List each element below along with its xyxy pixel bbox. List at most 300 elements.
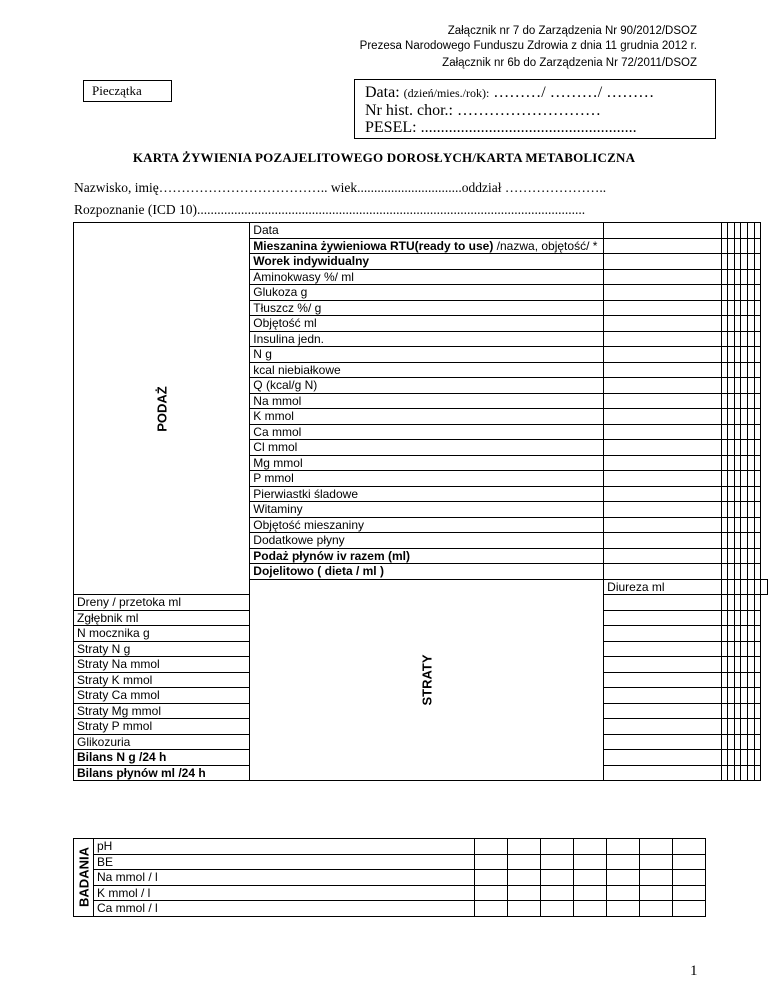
entry-cell[interactable] — [741, 548, 748, 564]
entry-cell[interactable] — [734, 238, 741, 254]
entry-cell[interactable] — [754, 703, 761, 719]
entry-cell[interactable] — [741, 238, 748, 254]
entry-cell[interactable] — [741, 362, 748, 378]
entry-cell[interactable] — [748, 610, 755, 626]
entry-cell[interactable] — [741, 393, 748, 409]
entry-cell[interactable] — [541, 901, 574, 917]
entry-cell[interactable] — [721, 734, 728, 750]
entry-cell[interactable] — [754, 657, 761, 673]
entry-cell[interactable] — [754, 393, 761, 409]
entry-cell[interactable] — [721, 378, 728, 394]
entry-cell[interactable] — [721, 703, 728, 719]
entry-cell[interactable] — [734, 455, 741, 471]
entry-cell[interactable] — [508, 854, 541, 870]
entry-cell[interactable] — [721, 316, 728, 332]
entry-cell[interactable] — [748, 455, 755, 471]
entry-cell[interactable] — [721, 269, 728, 285]
entry-cell[interactable] — [728, 564, 735, 580]
entry-cell[interactable] — [734, 734, 741, 750]
entry-cell[interactable] — [475, 854, 508, 870]
entry-cell[interactable] — [604, 347, 721, 363]
entry-cell[interactable] — [748, 626, 755, 642]
entry-cell[interactable] — [728, 610, 735, 626]
entry-cell[interactable] — [748, 641, 755, 657]
entry-cell[interactable] — [748, 719, 755, 735]
entry-cell[interactable] — [728, 393, 735, 409]
entry-cell[interactable] — [741, 610, 748, 626]
entry-cell[interactable] — [728, 316, 735, 332]
entry-cell[interactable] — [721, 548, 728, 564]
entry-cell[interactable] — [728, 502, 735, 518]
entry-cell[interactable] — [721, 610, 728, 626]
entry-cell[interactable] — [721, 502, 728, 518]
entry-cell[interactable] — [748, 269, 755, 285]
entry-cell[interactable] — [475, 839, 508, 855]
entry-cell[interactable] — [728, 641, 735, 657]
entry-cell[interactable] — [728, 471, 735, 487]
entry-cell[interactable] — [607, 839, 640, 855]
entry-cell[interactable] — [673, 885, 706, 901]
entry-cell[interactable] — [741, 657, 748, 673]
entry-cell[interactable] — [508, 885, 541, 901]
entry-cell[interactable] — [741, 409, 748, 425]
entry-cell[interactable] — [734, 688, 741, 704]
entry-cell[interactable] — [721, 238, 728, 254]
row-label-straty_k: Straty K mmol — [74, 672, 250, 688]
entry-cell[interactable] — [604, 626, 721, 642]
row-label-ca: Ca mmol — [250, 424, 604, 440]
entry-cell[interactable] — [748, 285, 755, 301]
entry-cell[interactable] — [728, 223, 735, 239]
entry-cell[interactable] — [728, 703, 735, 719]
entry-cell[interactable] — [721, 672, 728, 688]
entry-cell[interactable] — [741, 347, 748, 363]
diagnosis-line[interactable]: Rozpoznanie (ICD 10)................................................................................................................... — [74, 202, 586, 217]
entry-cell[interactable] — [604, 409, 721, 425]
entry-cell[interactable] — [607, 885, 640, 901]
entry-cell[interactable] — [640, 870, 673, 886]
entry-cell[interactable] — [748, 378, 755, 394]
entry-cell[interactable] — [754, 517, 761, 533]
entry-cell[interactable] — [754, 595, 761, 611]
history-number-line[interactable]: Nr hist. chor.: ……………………… — [365, 102, 601, 119]
entry-cell[interactable] — [604, 254, 721, 270]
entry-cell[interactable] — [734, 254, 741, 270]
entry-cell[interactable] — [640, 839, 673, 855]
entry-cell[interactable] — [734, 409, 741, 425]
entry-cell[interactable] — [728, 548, 735, 564]
entry-cell[interactable] — [734, 440, 741, 456]
entry-cell[interactable] — [748, 502, 755, 518]
entry-cell[interactable] — [728, 765, 735, 781]
entry-cell[interactable] — [754, 486, 761, 502]
entry-cell[interactable] — [748, 564, 755, 580]
entry-cell[interactable] — [541, 854, 574, 870]
entry-cell[interactable] — [748, 362, 755, 378]
entry-cell[interactable] — [728, 347, 735, 363]
entry-cell[interactable] — [741, 254, 748, 270]
row-label-straty_na: Straty Na mmol — [74, 657, 250, 673]
entry-cell[interactable] — [721, 223, 728, 239]
table-row — [74, 870, 706, 886]
entry-cell[interactable] — [604, 223, 721, 239]
entry-cell[interactable] — [475, 870, 508, 886]
entry-cell[interactable] — [728, 734, 735, 750]
entry-cell[interactable] — [754, 347, 761, 363]
entry-cell[interactable] — [748, 331, 755, 347]
entry-cell[interactable] — [604, 362, 721, 378]
entry-cell[interactable] — [604, 238, 721, 254]
entry-cell[interactable] — [754, 626, 761, 642]
entry-cell[interactable] — [741, 641, 748, 657]
row-label-bilans_plynow: Bilans płynów ml /24 h — [74, 765, 250, 781]
entry-cell[interactable] — [728, 300, 735, 316]
entry-cell[interactable] — [728, 238, 735, 254]
entry-cell[interactable] — [640, 854, 673, 870]
entry-cell[interactable] — [475, 885, 508, 901]
entry-cell[interactable] — [734, 316, 741, 332]
entry-cell[interactable] — [673, 870, 706, 886]
entry-cell[interactable] — [604, 455, 721, 471]
entry-cell[interactable] — [728, 455, 735, 471]
entry-cell[interactable] — [754, 409, 761, 425]
entry-cell[interactable] — [734, 269, 741, 285]
entry-cell[interactable] — [721, 595, 728, 611]
entry-cell[interactable] — [574, 839, 607, 855]
entry-cell[interactable] — [754, 564, 761, 580]
entry-cell[interactable] — [754, 440, 761, 456]
entry-cell[interactable] — [741, 440, 748, 456]
entry-cell[interactable] — [607, 854, 640, 870]
entry-cell[interactable] — [721, 347, 728, 363]
entry-cell[interactable] — [734, 719, 741, 735]
entry-cell[interactable] — [754, 750, 761, 766]
entry-cell[interactable] — [721, 471, 728, 487]
entry-cell[interactable] — [604, 657, 721, 673]
entry-cell[interactable] — [728, 409, 735, 425]
entry-cell[interactable] — [748, 471, 755, 487]
entry-cell[interactable] — [741, 579, 748, 595]
entry-cell[interactable] — [734, 533, 741, 549]
entry-cell[interactable] — [741, 703, 748, 719]
entry-cell[interactable] — [741, 471, 748, 487]
entry-cell[interactable] — [754, 455, 761, 471]
entry-cell[interactable] — [734, 703, 741, 719]
entry-cell[interactable] — [734, 626, 741, 642]
entry-cell[interactable] — [754, 641, 761, 657]
entry-cell[interactable] — [748, 440, 755, 456]
entry-cell[interactable] — [604, 548, 721, 564]
entry-cell[interactable] — [728, 331, 735, 347]
entry-cell[interactable] — [741, 564, 748, 580]
entry-cell[interactable] — [721, 533, 728, 549]
entry-cell[interactable] — [741, 517, 748, 533]
entry-cell[interactable] — [734, 641, 741, 657]
entry-cell[interactable] — [604, 502, 721, 518]
entry-cell[interactable] — [673, 839, 706, 855]
entry-cell[interactable] — [607, 901, 640, 917]
entry-cell[interactable] — [728, 362, 735, 378]
entry-cell[interactable] — [574, 885, 607, 901]
entry-cell[interactable] — [741, 316, 748, 332]
entry-cell[interactable] — [604, 331, 721, 347]
entry-cell[interactable] — [728, 750, 735, 766]
section-podaz — [74, 223, 250, 595]
entry-cell[interactable] — [741, 424, 748, 440]
entry-cell[interactable] — [734, 579, 741, 595]
entry-cell[interactable] — [640, 885, 673, 901]
entry-cell[interactable] — [741, 269, 748, 285]
entry-cell[interactable] — [748, 316, 755, 332]
pesel-line[interactable]: PESEL: ...................................................... — [365, 119, 637, 136]
entry-cell[interactable] — [604, 285, 721, 301]
entry-cell[interactable] — [734, 564, 741, 580]
entry-cell[interactable] — [734, 765, 741, 781]
entry-cell[interactable] — [604, 610, 721, 626]
entry-cell[interactable] — [604, 719, 721, 735]
entry-cell[interactable] — [508, 901, 541, 917]
entry-cell[interactable] — [741, 688, 748, 704]
entry-cell[interactable] — [721, 765, 728, 781]
entry-cell[interactable] — [754, 548, 761, 564]
entry-cell[interactable] — [721, 285, 728, 301]
entry-cell[interactable] — [754, 672, 761, 688]
entry-cell[interactable] — [604, 564, 721, 580]
entry-cell[interactable] — [754, 765, 761, 781]
entry-cell[interactable] — [721, 254, 728, 270]
entry-cell[interactable] — [728, 285, 735, 301]
entry-cell[interactable] — [754, 238, 761, 254]
entry-cell[interactable] — [734, 331, 741, 347]
entry-cell[interactable] — [754, 254, 761, 270]
entry-cell[interactable] — [604, 378, 721, 394]
entry-cell[interactable] — [728, 688, 735, 704]
entry-cell[interactable] — [640, 901, 673, 917]
entry-cell[interactable] — [748, 734, 755, 750]
entry-cell[interactable] — [721, 424, 728, 440]
table-row — [74, 885, 706, 901]
entry-cell[interactable] — [734, 378, 741, 394]
entry-cell[interactable] — [741, 378, 748, 394]
entry-cell[interactable] — [748, 750, 755, 766]
entry-cell[interactable] — [728, 595, 735, 611]
entry-cell[interactable] — [734, 393, 741, 409]
entry-cell[interactable] — [604, 750, 721, 766]
entry-cell[interactable] — [754, 362, 761, 378]
entry-cell[interactable] — [748, 703, 755, 719]
entry-cell[interactable] — [741, 626, 748, 642]
entry-cell[interactable] — [721, 719, 728, 735]
entry-cell[interactable] — [748, 765, 755, 781]
entry-cell[interactable] — [721, 440, 728, 456]
entry-cell[interactable] — [721, 579, 728, 595]
entry-cell[interactable] — [734, 471, 741, 487]
entry-cell[interactable] — [673, 901, 706, 917]
entry-cell[interactable] — [734, 657, 741, 673]
entry-cell[interactable] — [754, 719, 761, 735]
entry-cell[interactable] — [734, 548, 741, 564]
entry-cell[interactable] — [721, 331, 728, 347]
entry-cell[interactable] — [734, 486, 741, 502]
entry-cell[interactable] — [754, 424, 761, 440]
entry-cell[interactable] — [748, 595, 755, 611]
entry-cell[interactable] — [508, 870, 541, 886]
entry-cell[interactable] — [604, 641, 721, 657]
entry-cell[interactable] — [604, 533, 721, 549]
entry-cell[interactable] — [754, 533, 761, 549]
entry-cell[interactable] — [721, 393, 728, 409]
entry-cell[interactable] — [754, 285, 761, 301]
entry-cell[interactable] — [604, 424, 721, 440]
entry-cell[interactable] — [541, 870, 574, 886]
entry-cell[interactable] — [604, 316, 721, 332]
entry-cell[interactable] — [721, 300, 728, 316]
entry-cell[interactable] — [541, 839, 574, 855]
entry-cell[interactable] — [754, 223, 761, 239]
entry-cell[interactable] — [728, 486, 735, 502]
entry-cell[interactable] — [673, 854, 706, 870]
entry-cell[interactable] — [734, 424, 741, 440]
entry-cell[interactable] — [741, 331, 748, 347]
entry-cell[interactable] — [734, 750, 741, 766]
entry-cell[interactable] — [721, 455, 728, 471]
entry-cell[interactable] — [754, 502, 761, 518]
entry-cell[interactable] — [741, 734, 748, 750]
entry-cell[interactable] — [741, 223, 748, 239]
entry-cell[interactable] — [748, 486, 755, 502]
entry-cell[interactable] — [721, 657, 728, 673]
entry-cell[interactable] — [604, 595, 721, 611]
entry-cell[interactable] — [734, 672, 741, 688]
entry-cell[interactable] — [741, 285, 748, 301]
entry-cell[interactable] — [748, 347, 755, 363]
entry-cell[interactable] — [741, 502, 748, 518]
entry-cell[interactable] — [574, 854, 607, 870]
entry-cell[interactable] — [741, 486, 748, 502]
date-dots[interactable]: ………/ ………/ ……… — [489, 84, 655, 101]
entry-cell[interactable] — [734, 610, 741, 626]
entry-cell[interactable] — [604, 517, 721, 533]
entry-cell[interactable] — [741, 750, 748, 766]
entry-cell[interactable] — [721, 688, 728, 704]
entry-cell[interactable] — [728, 378, 735, 394]
entry-cell[interactable] — [508, 839, 541, 855]
entry-cell[interactable] — [748, 238, 755, 254]
entry-cell[interactable] — [761, 579, 768, 595]
entry-cell[interactable] — [734, 502, 741, 518]
entry-cell[interactable] — [754, 610, 761, 626]
entry-cell[interactable] — [728, 672, 735, 688]
entry-cell[interactable] — [728, 424, 735, 440]
entry-cell[interactable] — [754, 331, 761, 347]
entry-cell[interactable] — [604, 688, 721, 704]
entry-cell[interactable] — [734, 347, 741, 363]
entry-cell[interactable] — [748, 533, 755, 549]
entry-cell[interactable] — [728, 719, 735, 735]
entry-cell[interactable] — [741, 455, 748, 471]
entry-cell[interactable] — [741, 300, 748, 316]
entry-cell[interactable] — [721, 517, 728, 533]
entry-cell[interactable] — [721, 362, 728, 378]
entry-cell[interactable] — [741, 672, 748, 688]
entry-cell[interactable] — [734, 285, 741, 301]
entry-cell[interactable] — [754, 471, 761, 487]
entry-cell[interactable] — [541, 885, 574, 901]
entry-cell[interactable] — [734, 517, 741, 533]
entry-cell[interactable] — [604, 703, 721, 719]
entry-cell[interactable] — [754, 378, 761, 394]
entry-cell[interactable] — [604, 393, 721, 409]
row-label-glukoza: Glukoza g — [250, 285, 604, 301]
entry-cell[interactable] — [754, 316, 761, 332]
entry-cell[interactable] — [754, 688, 761, 704]
entry-cell[interactable] — [741, 595, 748, 611]
entry-cell[interactable] — [748, 688, 755, 704]
entry-cell[interactable] — [604, 672, 721, 688]
entry-cell[interactable] — [741, 719, 748, 735]
entry-cell[interactable] — [728, 579, 735, 595]
entry-cell[interactable] — [741, 765, 748, 781]
entry-cell[interactable] — [748, 548, 755, 564]
entry-cell[interactable] — [728, 626, 735, 642]
entry-cell[interactable] — [607, 870, 640, 886]
entry-cell[interactable] — [728, 269, 735, 285]
entry-cell[interactable] — [604, 734, 721, 750]
entry-cell[interactable] — [748, 223, 755, 239]
entry-cell[interactable] — [748, 579, 755, 595]
entry-cell[interactable] — [741, 533, 748, 549]
entry-cell[interactable] — [721, 564, 728, 580]
entry-cell[interactable] — [748, 300, 755, 316]
entry-cell[interactable] — [604, 471, 721, 487]
entry-cell[interactable] — [728, 254, 735, 270]
entry-cell[interactable] — [734, 595, 741, 611]
entry-cell[interactable] — [721, 409, 728, 425]
entry-cell[interactable] — [604, 486, 721, 502]
entry-cell[interactable] — [475, 901, 508, 917]
entry-cell[interactable] — [734, 362, 741, 378]
entry-cell[interactable] — [721, 626, 728, 642]
entry-cell[interactable] — [734, 300, 741, 316]
entry-cell[interactable] — [721, 641, 728, 657]
entry-cell[interactable] — [728, 533, 735, 549]
entry-cell[interactable] — [754, 734, 761, 750]
entry-cell[interactable] — [574, 870, 607, 886]
entry-cell[interactable] — [604, 765, 721, 781]
entry-cell[interactable] — [748, 393, 755, 409]
entry-cell[interactable] — [604, 440, 721, 456]
entry-cell[interactable] — [574, 901, 607, 917]
entry-cell[interactable] — [748, 672, 755, 688]
entry-cell[interactable] — [754, 300, 761, 316]
entry-cell[interactable] — [748, 254, 755, 270]
entry-cell[interactable] — [748, 657, 755, 673]
entry-cell[interactable] — [721, 486, 728, 502]
entry-cell[interactable] — [754, 269, 761, 285]
entry-cell[interactable] — [721, 750, 728, 766]
entry-cell[interactable] — [728, 440, 735, 456]
patient-line[interactable]: Nazwisko, imię……………………………….. wiek...............................oddział ………………….. — [74, 180, 607, 195]
entry-cell[interactable] — [604, 269, 721, 285]
entry-cell[interactable] — [748, 424, 755, 440]
entry-cell[interactable] — [748, 409, 755, 425]
entry-cell[interactable] — [748, 517, 755, 533]
entry-cell[interactable] — [754, 579, 761, 595]
entry-cell[interactable] — [604, 300, 721, 316]
entry-cell[interactable] — [734, 223, 741, 239]
entry-cell[interactable] — [728, 657, 735, 673]
entry-cell[interactable] — [728, 517, 735, 533]
